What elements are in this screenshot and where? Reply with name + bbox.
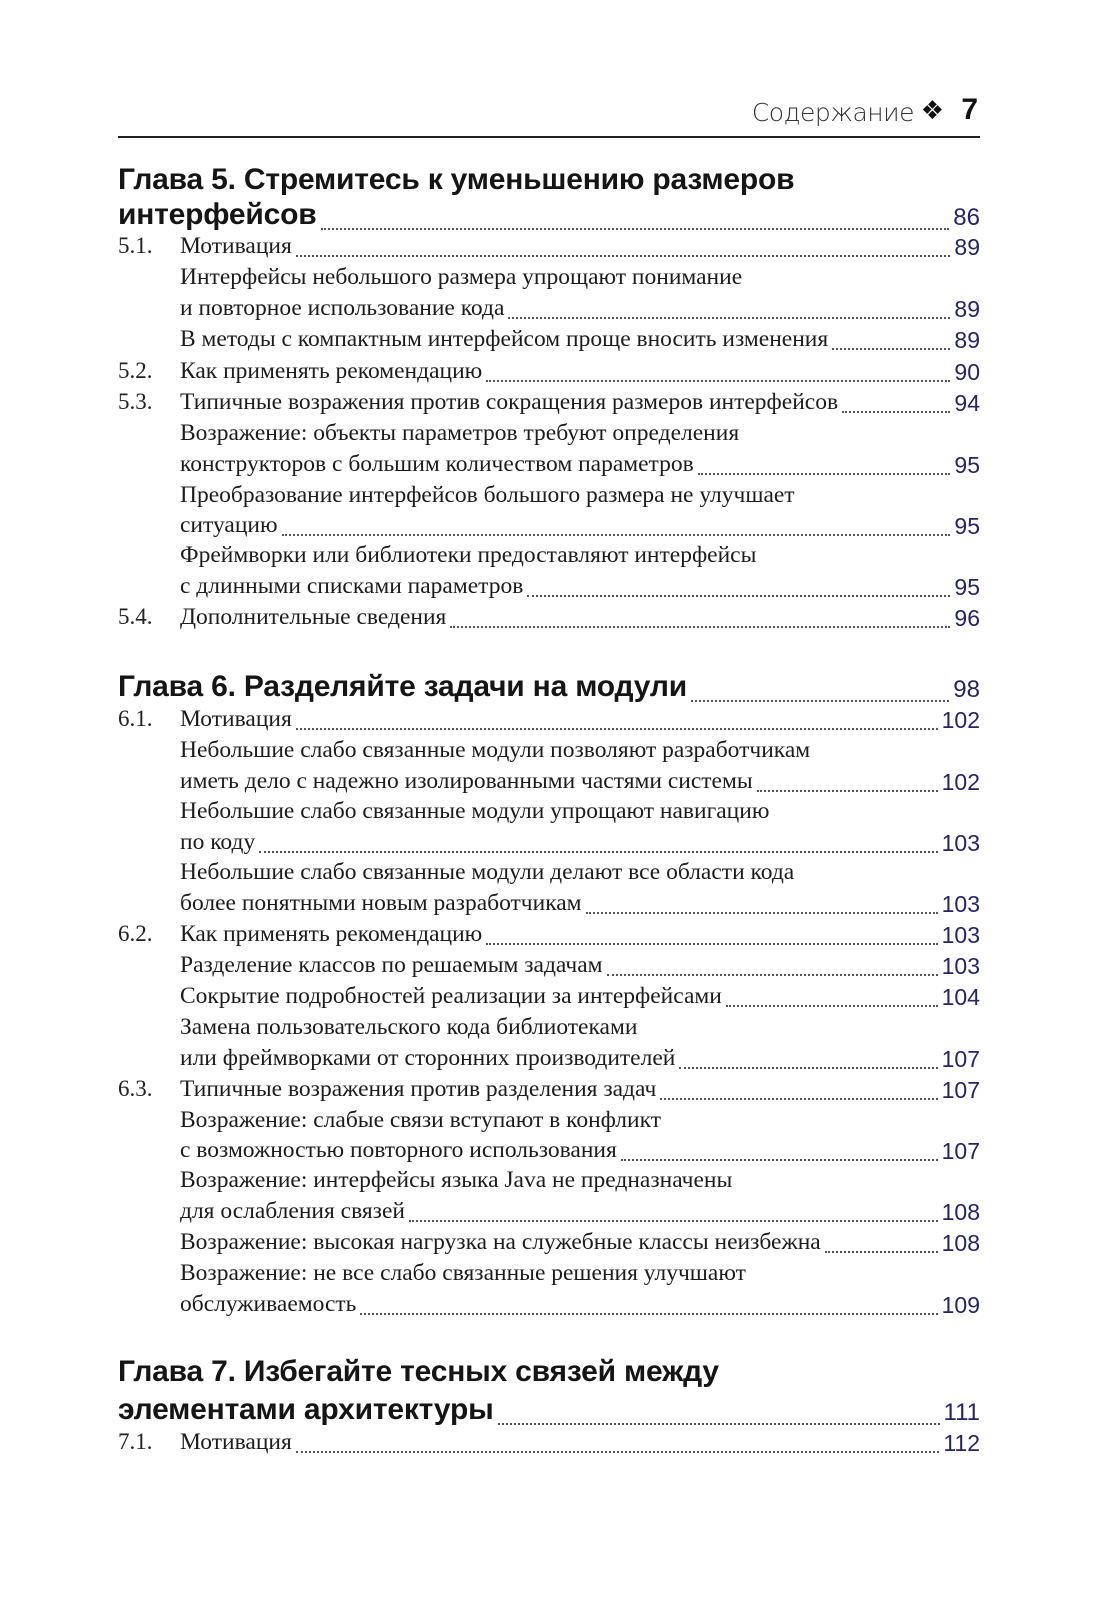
- toc-chapter: [0, 1393, 1102, 1433]
- dot-leader: [508, 317, 950, 319]
- page-ref: 94: [954, 390, 980, 416]
- dot-leader: [660, 1098, 937, 1100]
- page-ref: 107: [941, 1046, 980, 1072]
- toc-subsection: [0, 1107, 1102, 1137]
- dot-leader: [282, 534, 951, 536]
- entry-title: Интерфейсы небольшого размера упрощают понимание: [180, 264, 743, 290]
- dot-leader: [498, 1423, 940, 1425]
- toc-subsection: [0, 1260, 1102, 1290]
- page-ref: 102: [941, 707, 980, 733]
- entry-title: интерфейсов: [118, 198, 317, 231]
- toc-subsection: [0, 1291, 1102, 1321]
- entry-title: с длинными списками параметров: [180, 573, 524, 599]
- dot-leader: [832, 348, 950, 350]
- dot-leader: [409, 1220, 938, 1222]
- toc-subsection: [0, 573, 1102, 603]
- toc-subsection: [0, 768, 1102, 798]
- page-ref: 95: [954, 574, 980, 600]
- toc-section: [0, 1429, 1102, 1459]
- section-number: 6.1.: [118, 706, 153, 731]
- toc-section: [0, 358, 1102, 388]
- page-ref: 96: [954, 605, 980, 631]
- entry-title: Возражение: объекты параметров требуют определения: [180, 420, 740, 446]
- page-ref: 107: [941, 1138, 980, 1164]
- dot-leader: [698, 473, 951, 475]
- dot-leader: [607, 974, 938, 976]
- dot-leader: [825, 1251, 938, 1253]
- page-ref: 107: [941, 1077, 980, 1103]
- page-ref: 89: [954, 234, 980, 260]
- toc-subsection: [0, 1137, 1102, 1167]
- toc-subsection: [0, 542, 1102, 572]
- toc-chapter: [0, 198, 1102, 238]
- entry-title: Дополнительные сведения: [180, 604, 447, 630]
- section-number: 5.4.: [118, 604, 153, 629]
- page-ref: 102: [941, 769, 980, 795]
- toc-subsection: [0, 829, 1102, 859]
- page-ref: 98: [953, 676, 980, 703]
- toc-section: [0, 706, 1102, 736]
- entry-title: Мотивация: [180, 233, 292, 259]
- entry-title: иметь дело с надежно изолированными частями системы: [180, 768, 753, 794]
- entry-title: Сокрытие подробностей реализации за интерфейсами: [180, 983, 722, 1009]
- page-ref: 111: [943, 1399, 980, 1426]
- toc-subsection: [0, 295, 1102, 325]
- page-ref: 89: [954, 296, 980, 322]
- diamond-ornament-icon: ❖: [920, 96, 944, 126]
- dot-leader: [259, 851, 937, 853]
- dot-leader: [679, 1067, 937, 1069]
- entry-title: Преобразование интерфейсов большого размера не улучшает: [180, 482, 795, 508]
- entry-title: Как применять рекомендацию: [180, 358, 483, 384]
- toc-subsection: [0, 1014, 1102, 1044]
- toc-chapter: [0, 1355, 1102, 1395]
- dot-leader: [450, 626, 950, 628]
- entry-title: элементами архитектуры: [118, 1393, 494, 1426]
- entry-title: по коду: [180, 829, 256, 855]
- section-number: 7.1.: [118, 1429, 153, 1454]
- toc-section: [0, 604, 1102, 634]
- toc-subsection: [0, 326, 1102, 356]
- toc-subsection: [0, 737, 1102, 767]
- entry-title: более понятными новым разработчикам: [180, 890, 582, 916]
- entry-title: Фреймворки или библиотеки предоставляют интерфейсы: [180, 542, 757, 568]
- toc-subsection: [0, 1229, 1102, 1259]
- dot-leader: [486, 943, 937, 945]
- toc-subsection: [0, 983, 1102, 1013]
- section-number: 5.3.: [118, 389, 153, 414]
- entry-title: обслуживаемость: [180, 1291, 357, 1317]
- dot-leader: [621, 1159, 938, 1161]
- toc-subsection: [0, 1198, 1102, 1228]
- toc-subsection: [0, 890, 1102, 920]
- section-number: 5.1.: [118, 233, 153, 258]
- toc-subsection: [0, 1045, 1102, 1075]
- page-ref: 90: [954, 359, 980, 385]
- entry-title: Типичные возражения против разделения задач: [180, 1076, 657, 1102]
- entry-title: Разделение классов по решаемым задачам: [180, 952, 603, 978]
- page-number: 7: [961, 93, 978, 126]
- toc-subsection: [0, 512, 1102, 542]
- toc-section: [0, 1076, 1102, 1106]
- toc-section: [0, 389, 1102, 419]
- toc-subsection: [0, 798, 1102, 828]
- entry-title: с возможностью повторного использования: [180, 1137, 617, 1163]
- toc-section: [0, 921, 1102, 951]
- toc-section: [0, 233, 1102, 263]
- dot-leader: [296, 1451, 940, 1453]
- section-number: 6.3.: [118, 1076, 153, 1101]
- dot-leader: [691, 700, 949, 702]
- entry-title: Мотивация: [180, 1429, 292, 1455]
- entry-title: и повторное использование кода: [180, 295, 505, 321]
- entry-title: Возражение: не все слабо связанные решения улучшают: [180, 1260, 746, 1286]
- dot-leader: [486, 380, 950, 382]
- entry-title: Возражение: слабые связи вступают в конфликт: [180, 1107, 661, 1133]
- entry-title: Глава 5. Стремитесь к уменьшению размеров: [118, 163, 795, 196]
- dot-leader: [757, 790, 938, 792]
- entry-title: Мотивация: [180, 706, 292, 732]
- entry-title: Глава 7. Избегайте тесных связей между: [118, 1355, 719, 1388]
- page-ref: 112: [943, 1430, 980, 1456]
- dot-leader: [296, 728, 938, 730]
- entry-title: Возражение: высокая нагрузка на служебные классы неизбежна: [180, 1229, 821, 1255]
- toc-subsection: [0, 952, 1102, 982]
- toc-subsection: [0, 1167, 1102, 1197]
- dot-leader: [360, 1313, 937, 1315]
- page-ref: 108: [941, 1230, 980, 1256]
- entry-title: В методы с компактным интерфейсом проще вносить изменения: [180, 326, 829, 352]
- section-number: 5.2.: [118, 358, 153, 383]
- entry-title: Глава 6. Разделяйте задачи на модули: [118, 670, 687, 703]
- dot-leader: [586, 912, 938, 914]
- entry-title: Как применять рекомендацию: [180, 921, 483, 947]
- entry-title: или фреймворками от сторонних производителей: [180, 1045, 676, 1071]
- entry-title: конструкторов с большим количеством параметров: [180, 451, 694, 477]
- page-ref: 103: [941, 830, 980, 856]
- toc-subsection: [0, 859, 1102, 889]
- page-ref: 89: [954, 327, 980, 353]
- toc-subsection: [0, 482, 1102, 512]
- entry-title: Замена пользовательского кода библиотеками: [180, 1014, 638, 1040]
- page-ref: 86: [953, 204, 980, 231]
- toc-chapter: [0, 163, 1102, 203]
- page-ref: 95: [954, 452, 980, 478]
- page-ref: 108: [941, 1199, 980, 1225]
- running-title: Содержание: [751, 98, 914, 127]
- page-ref: 109: [941, 1292, 980, 1318]
- page-ref: 103: [941, 922, 980, 948]
- page-ref: 103: [941, 891, 980, 917]
- page-ref: 104: [941, 984, 980, 1010]
- section-number: 6.2.: [118, 921, 153, 946]
- entry-title: для ослабления связей: [180, 1198, 405, 1224]
- dot-leader: [321, 228, 950, 230]
- entry-title: Небольшие слабо связанные модули позволяют разработчикам: [180, 737, 811, 763]
- entry-title: Возражение: интерфейсы языка Java не предназначены: [180, 1167, 733, 1193]
- entry-title: Небольшие слабо связанные модули делают все области кода: [180, 859, 795, 885]
- dot-leader: [726, 1005, 938, 1007]
- dot-leader: [842, 411, 950, 413]
- page-ref: 103: [941, 953, 980, 979]
- dot-leader: [527, 595, 950, 597]
- toc-subsection: [0, 451, 1102, 481]
- entry-title: Небольшие слабо связанные модули упрощают навигацию: [180, 798, 770, 824]
- entry-title: Типичные возражения против сокращения размеров интерфейсов: [180, 389, 839, 415]
- toc-subsection: [0, 420, 1102, 450]
- dot-leader: [296, 255, 951, 257]
- page-ref: 95: [954, 513, 980, 539]
- toc-subsection: [0, 264, 1102, 294]
- entry-title: ситуацию: [180, 512, 278, 538]
- toc-chapter: [0, 670, 1102, 710]
